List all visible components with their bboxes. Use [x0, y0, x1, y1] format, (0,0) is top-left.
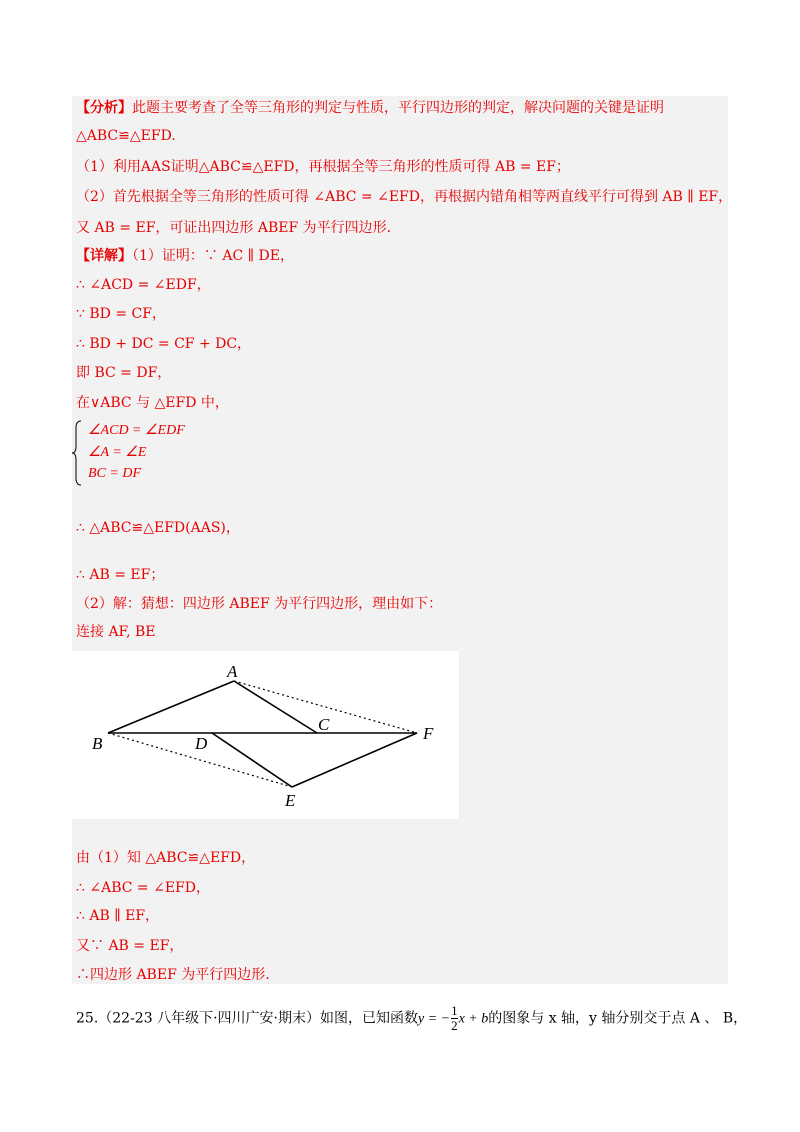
detail-text: （1）证明：∵ AC ∥ DE，: [132, 248, 294, 264]
detail-line-9: （2）解：猜想：四边形 ABEF 为平行四边形，理由如下：: [76, 596, 443, 612]
label-f: F: [423, 724, 434, 743]
fraction-one-half: [451, 1004, 458, 1033]
analysis-line-1: [76, 98, 664, 118]
fraction-numerator: 1: [451, 1003, 458, 1018]
analysis-line-2: △ABC≌△EFD.: [76, 128, 176, 144]
function-y: y = −: [417, 1011, 451, 1027]
geometry-figure: [72, 651, 459, 819]
detail-line-3: ∵ BD = CF，: [76, 306, 166, 322]
label-a: A: [227, 662, 238, 681]
question-25: [76, 1004, 747, 1033]
system-eq-3: BC = DF: [88, 466, 141, 481]
detail-line-12: ∴ ∠ABC = ∠EFD，: [76, 880, 210, 896]
question-25-prefix: 25.（22-23 八年级下·四川广安·期末）如图，已知函数: [76, 1010, 418, 1027]
label-c: C: [318, 715, 330, 734]
left-brace-icon: [72, 420, 82, 486]
analysis-tag: 【分析】: [76, 100, 132, 116]
detail-line-1: [76, 246, 294, 266]
segment-ef: [292, 733, 417, 787]
system-eq-1: ∠ACD = ∠EDF: [88, 423, 185, 438]
detail-line-7: ∴ △ABC≌△EFD(AAS)，: [76, 520, 240, 536]
label-d: D: [195, 734, 208, 753]
segment-ac: [234, 681, 317, 733]
analysis-step-2: （2）首先根据全等三角形的性质可得 ∠ABC = ∠EFD，再根据内错角相等两直线平行可得到 AB ∥ EF，: [76, 189, 733, 205]
detail-line-15: ∴四边形 ABEF 为平行四边形.: [76, 967, 270, 983]
parallelogram-diagram: [72, 651, 459, 819]
label-b: B: [92, 734, 103, 753]
detail-line-8: ∴ AB = EF；: [76, 567, 165, 583]
detail-line-4: ∴ BD + DC = CF + DC，: [76, 336, 252, 352]
analysis-text: 此题主要考查了全等三角形的判定与性质，平行四边形的判定，解决问题的关键是证明: [132, 100, 664, 116]
detail-line-13: ∴ AB ∥ EF，: [76, 908, 160, 924]
question-25-suffix: 的图象与 x 轴，y 轴分别交于点 A 、 B，: [488, 1010, 748, 1027]
analysis-step-1: （1）利用AAS证明△ABC≌△EFD，再根据全等三角形的性质可得 AB = EF；: [76, 159, 570, 175]
function-rest: x + b: [458, 1011, 489, 1027]
detail-tag: 【详解】: [76, 248, 132, 264]
analysis-step-2b: 又 AB = EF，可证出四边形 ABEF 为平行四边形.: [76, 220, 392, 236]
fraction-denominator: 2: [451, 1018, 458, 1033]
detail-line-2: ∴ ∠ACD = ∠EDF，: [76, 277, 211, 293]
label-e: E: [285, 791, 296, 810]
system-eq-2: ∠A = ∠E: [88, 445, 147, 460]
segment-de: [212, 733, 292, 787]
detail-line-14: 又∵ AB = EF，: [76, 938, 184, 954]
detail-line-10: 连接 AF, BE: [76, 624, 156, 640]
detail-line-5: 即 BC = DF，: [76, 365, 172, 381]
segment-ab: [108, 681, 234, 733]
detail-line-6: 在∨ABC 与 △EFD 中，: [76, 395, 229, 411]
detail-line-11: 由（1）知 △ABC≌△EFD，: [76, 850, 256, 866]
